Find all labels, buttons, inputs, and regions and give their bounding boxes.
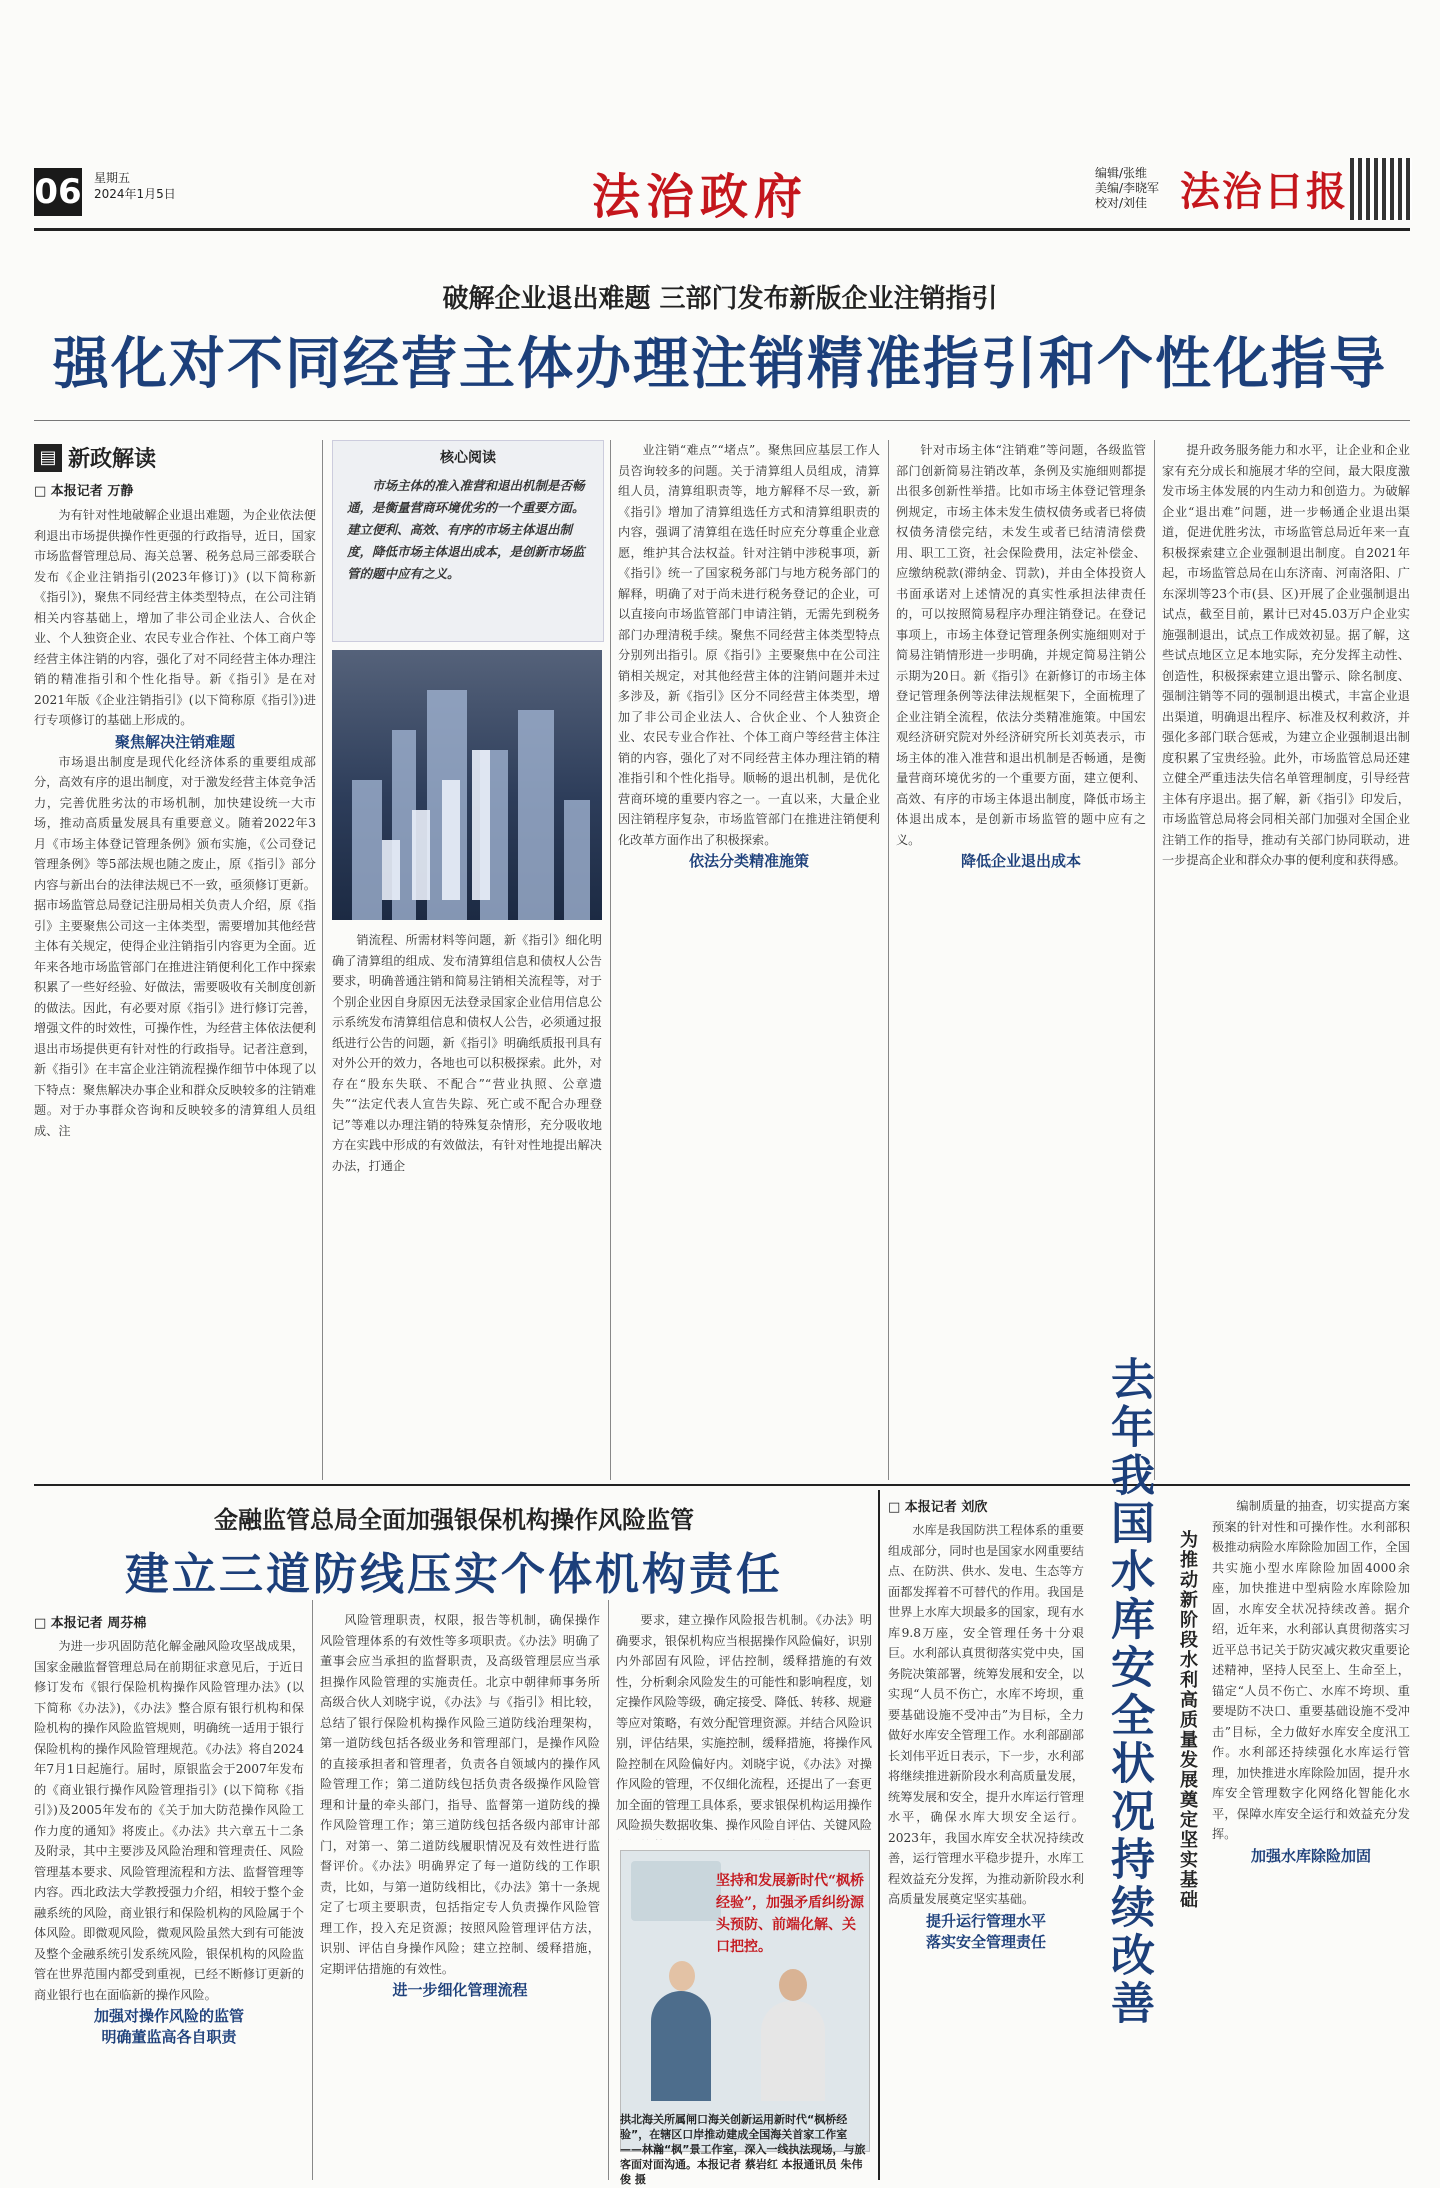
column-divider <box>1154 440 1155 1480</box>
divider <box>34 420 1410 421</box>
article2-column-1 <box>34 1636 304 2176</box>
article3-byline: □ 本报记者 刘欣 <box>888 1500 988 1515</box>
article2-byline: □ 本报记者 周芬棉 <box>34 1616 147 1631</box>
article1-column-1 <box>34 505 316 1475</box>
photo-banner: 坚持和发展新时代“枫桥经验”，加强矛盾纠纷源头预防、前端化解、关口把控。 <box>716 1873 865 1955</box>
paragraph: 针对市场主体“注销难”等问题，各级监管部门创新简易注销改革，条例及实施细则都提出很多创新性举措。比如市场主体登记管理条例规定，市场主体未发生债权债务或者已将债权债务清偿完结，未发生或者已结清清偿费用、职工工资，社会保险费用，法定补偿金、应缴纳税款(滞纳金、罚款)，并由全体投资人书面承诺对上述情况的真实性承担法律责任的，可以按照简易程序办理注销登记。在登记事项上，市场主体登记管理条例实施细则对于简易注销情形进一步明确，并规定简易注销公示期为20日。新《指引》在新修订的市场主体登记管理条例等法律法规框架下，全面梳理了企业注销全流程，依法分类精准施策。中国宏观经济研究院对外经济研究所长刘英表示，市场主体的准入准营和退出机制是否畅通，是衡量营商环境优劣的一个重要方面，建立便利、高效、有序的市场主体退出制度，降低市场主体退出成本，是创新市场监管的题中应有之义。 <box>896 443 1146 847</box>
article2-column-3 <box>616 1610 872 1840</box>
paragraph: 提升政务服务能力和水平，让企业和企业家有充分成长和施展才华的空间，最大限度激发市场主体发展的内生动力和创造力。为破解企业“退出难”问题，进一步畅通企业退出渠道，促进优胜劣汰，市场监管总局近年来一直积极探索建立企业强制退出制度。自2021年起，市场监管总局在山东济南、河南洛阳、广东深圳等23个市(县、区)开展了企业强制退出试点，截至目前，累计已对45.03万户企业实施强制退出，试点工作成效初显。据了解，这些试点地区立足本地实际，充分发挥主动性、创造性，积极探索建立退出警示、除名制度、强制注销等不同的强制退出模式，丰富企业退出渠道，明确退出程序、标准及权利救济，并强化多部门联合惩戒，为建立企业强制退出制度积累了宝贵经验。此外，市场监管总局还建立健全严重违法失信名单管理制度，引导经营主体有序退出。据了解，新《指引》印发后，市场监管总局将会同相关部门加强对全国企业注销工作的指导，推动有关部门协同联动，进一步提高企业和群众办事的便利度和获得感。 <box>1162 443 1410 867</box>
column-divider <box>888 440 889 1480</box>
column-divider <box>322 440 323 1480</box>
subhead: 依法分类精准施策 <box>688 852 809 870</box>
section-divider <box>878 1490 880 2180</box>
article2-headline: 建立三道防线压实个体机构责任 <box>125 1549 783 1600</box>
page-number: 06 <box>34 168 82 216</box>
column-divider <box>608 1600 609 2180</box>
subhead: 落实安全管理责任 <box>925 1932 1046 1951</box>
photo-caption: 拱北海关所属闸口海关创新运用新时代“枫桥经验”，在辖区口岸推动建成全国海关首家工作室——林瀚“枫”景工作室，深入一线执法现场，与旅客面对面沟通。本报记者 蔡岩红 本报通讯员 朱伟俊 摄 <box>620 2113 866 2186</box>
editor-line: 美编/李晓军 <box>1095 181 1160 195</box>
editor-credits <box>1095 166 1159 211</box>
column-tag-label: 新政解读 <box>68 447 157 472</box>
subhead: 明确董监高各自职责 <box>101 2028 237 2046</box>
paragraph: 要求，建立操作风险报告机制。《办法》明确要求，银保机构应当根据操作风险偏好，识别内外部固有风险，评估控制，缓释措施的有效性，分析剩余风险发生的可能性和影响程度，划定操作风险等级，确定接受、降低、转移、规避等应对策略，有效分配管理资源。并结合风险识别，评估结果，实施控制，缓释措施，将操作风险控制在风险偏好内。刘晓宇说，《办法》对操作风险的管理，不仅细化流程，还提出了一套更加全面的管理工具体系，要求银保机构运用操作风险损失数据收集、操作风险自评估、关键风险 <box>616 1613 872 1832</box>
subhead: 降低企业退出成本 <box>960 852 1081 870</box>
subhead: 加强水库除险加固 <box>1250 1846 1371 1865</box>
article3-headline: 去年我国水库安全状况持续改善 <box>1103 1356 1154 2028</box>
date-text: 2024年1月5日 <box>94 187 176 201</box>
column-tag <box>34 442 156 473</box>
paragraph: 销流程、所需材料等问题，新《指引》细化明确了清算组的组成、发布清算组信息和债权人公告要求，明确普通注销和简易注销相关流程等，对于个别企业因自身原因无法登录国家企业信用信息公示系统发布清算组信息和债权人公告，必须通过报纸进行公告的问题，新《指引》明确纸质报刊具有对外公开的效力，各地也可以积极探索。此外，对存在“股东失联、不配合”“营业执照、公章遗失”“法定代表人宣告失踪、死亡或不配合办理登记”等难以办理注销的特殊复杂情形，充分吸收地方在实践中形成的有效做法，有针对性地提出解决办法，打通企 <box>332 933 602 1173</box>
editor-line: 编辑/张维 <box>1095 166 1148 180</box>
article3-column-1 <box>888 1520 1084 2176</box>
column-divider <box>312 1600 313 2180</box>
article1-column-3 <box>618 440 880 1475</box>
section-rule <box>34 1484 1410 1486</box>
subhead: 提升运行管理水平 <box>925 1911 1046 1930</box>
article1-column-2 <box>332 930 602 1475</box>
article1-column-4 <box>896 440 1146 1475</box>
paper-logo: 法治日报 <box>1180 168 1348 215</box>
paragraph: 为进一步巩固防范化解金融风险攻坚战成果，国家金融监督管理总局在前期征求意见后，于近日修订发布《银行保险机构操作风险管理办法》(以下简称《办法》)，《办法》整合原有银行机构和保险机构的操作风险监管规则，明确统一适用于银行保险机构的操作风险管理规范。《办法》将自2024年7月1日起施行。届时，原银监会于2007年发布的《商业银行操作风险管理指引》(以下简称《指引》)及2005年发布的《关于加大防范操作风险工作力度的通知》将废止。《办法》共六章五十二条及附录，其中主要涉及风险治理和管理责任、风险管理基本要求、风险管理流程和方法、监督管理等内容。西北政法大学教授强力介绍，相较于整个金融系统的风险，商业银行和保险机构的风险属于个体风险。即微观风险，微观风险虽然大到有可能波及整个金融系统引发系统风险，银保机构的风险监管在世界范围内都受到重视，已经不断修订更新的商业银行也在面临新的操作风险。 <box>34 1639 304 2002</box>
article3-subhead: 为推动新阶段水利高质量发展奠定坚实基础 <box>1177 1530 1198 1910</box>
article1-headline: 强化对不同经营主体办理注销精准指引和个性化指导 <box>53 331 1387 397</box>
subhead: 加强对操作风险的监管 <box>93 2007 244 2025</box>
article1-byline: □ 本报记者 万静 <box>34 484 134 499</box>
section-title: 法治政府 <box>591 169 808 225</box>
masthead-rule <box>34 228 1410 231</box>
column-divider <box>610 440 611 1480</box>
weekday: 星期五 <box>94 171 131 185</box>
subhead: 聚焦解决注销难题 <box>114 732 235 751</box>
core-reading-label: 核心阅读 <box>440 450 496 466</box>
paragraph: 水库是我国防洪工程体系的重要组成部分，同时也是国家水网重要结点、在防洪、供水、发电、生态等方面都发挥着不可替代的作用。我国是世界上水库大坝最多的国家，现有水库9.8万座，安全管理任务十分艰巨。水利部认真贯彻落实党中央，国务院决策部署，统筹发展和安全，以实现“人员不伤亡，水库不垮坝，重要基础设施不受冲击”为目标，全力做好水库安全管理工作。水利部副部长刘伟平近日表示，下一步，水利部将继续推进新阶段水利高质量发展，统筹发展和安全，提升水库运行管理水平，确保水库大坝安全运行。2023年，我国水库安全状况持续改善，运行管理水平稳步提升，水库工程效益充分发挥，为推动新阶段水利高质量发展奠定坚实基础。 <box>888 1523 1084 1906</box>
article3-column-2 <box>1212 1496 1410 2176</box>
paragraph: 编制质量的抽查，切实提高方案预案的针对性和可操作性。水利部积极推动病险水库除险加固工作，全国共实施小型水库除险加固4000余座，加快推进中型病险水库除险加固，水库安全状况持续改善。据介绍，近年来，水利部认真贯彻落实习近平总书记关于防灾减灾救灾重要论述精神，坚持人民至上、生命至上，锚定“人员不伤亡、水库不垮坝、重要堤防不决口、重要基础设施不受冲击”目标，全力做好水库安全度汛工作。水利部还持续强化水库运行管理，加快推进水库除险加固，提升水库安全管理数字化网络化智能化水平，保障水库安全运行和效益充分发挥。 <box>1212 1499 1410 1841</box>
article2-column-2 <box>320 1610 600 2176</box>
qr-code-icon <box>1350 158 1412 220</box>
paragraph: 市场退出制度是现代化经济体系的重要组成部分，高效有序的退出制度，对于激发经营主体竞争活力，完善优胜劣汰的市场机制，加快建设统一大市场，推动高质量发展具有重要意义。随着2022年3月《市场主体登记管理条例》颁布实施，《公司登记管理条例》等5部法规也随之废止，原《指引》部分内容与新出台的法律法规已不一致，亟须修订更新。据市场监管总局登记注册局相关负责人介绍，原《指引》主要聚焦公司这一主体类型，需要增加其他经营主体有关规定，使得企业注销指引内容更为全面。近年来各地市场监管部门在推进注销便利化工作中探索积累了一些好经验、好做法，需要吸收有关制度创新的做法。因此，有必要对原《指引》进行修订完善，增强文件的时效性，可操作性，为经营主体依法便利退出市场提供更有针对性的行政指导。记者注意到，新《指引》在丰富企业注销流程操作细节中体现了以下特点：聚焦解决办事企业和群众反映较多的注销难题。对于办事群众咨询和反映较多的清算组人员组成、注 <box>34 754 316 1138</box>
city-illustration <box>332 650 602 920</box>
paragraph: 为有针对性地破解企业退出难题，为企业依法便利退出市场提供操作性更强的行政指导，近日，国家市场监督管理总局、海关总署、税务总局三部委联合发布《企业注销指引(2023年修订)》(以下简称新《指引》)，聚焦不同经营主体类型特点，在公司注销相关内容基础上，增加了非公司企业法人、合伙企业、个人独资企业、农民专业合作社、个体工商户等经营主体注销的内容，强化了对不同经营主体办理注销的精准指引和个性化指导。新《指引》是在对2021年版《企业注销指引》(以下简称原《指引》)进行专项修订的基础上形成的。 <box>34 508 316 727</box>
paragraph: 风险管理职责，权限，报告等机制，确保操作风险管理体系的有效性等多项职责。《办法》明确了董事会应当承担的监督职责，及高级管理层应当承担操作风险管理的实施责任。北京中朝律师事务所高级合伙人刘晓宇说，《办法》与《指引》相比较，总结了银行保险机构操作风险三道防线治理架构，第一道防线包括各级业务和管理部门，是操作风险的直接承担者和管理者，负责各自领域内的操作风险管理工作；第二道防线包括负责各级操作风险管理和计量的牵头部门，指导、监督第一道防线的操作风险管理工作；第三道防线包括各级内部审计部门，对第一、第二道防线履职情况及有效性进行监督评价。《办法》明确界定了每一道防线的工作职责，比如，与第一道防线相比，《办法》第十一条规定了七项主要职责，包括指定专人负责操作风险管理工作，投入充足资源；按照风险管理评估方法，识别、评估自身操作风险；建立控制、缓释措施，定期评估措施的有效性。 <box>320 1613 600 1976</box>
article1-column-5 <box>1162 440 1410 1475</box>
paragraph: 业注销“难点”“堵点”。聚焦回应基层工作人员咨询较多的问题。关于清算组人员组成，清算组人员，清算组职责等，地方解释不尽一致，新《指引》增加了清算组选任方式和清算组职责的内容，强调了清算组在选任时应充分尊重企业意愿，维护其合法权益。针对注销中涉税事项，新《指引》统一了国家税务部门与地方税务部门的解释，明确了对于尚未进行税务登记的企业，可以直接向市场监管部门申请注销，无需先到税务部门办理清税手续。聚焦不同经营主体类型特点分别列出指引。原《指引》主要聚焦中在公司注销相关规定，对其他经营主体的注销问题并未过多涉及，新《指引》区分不同经营主体类型，增加了非公司企业法人、合伙企业、个人独资企业、农民专业合作社、个体工商户等经营主体注销的内容，强化了对不同经营主体办理注销的精准指引和个性化指导。顺畅的退出机制，是优化营商环境的重要内容之一。一直以来，大量企业因注销程序复杂，市场监管部门在推进注销便利化改革方面作出了积极探索。 <box>618 443 880 847</box>
article2-kicker: 金融监管总局全面加强银保机构操作风险监管 <box>214 1505 694 1534</box>
editor-line: 校对/刘佳 <box>1095 196 1148 210</box>
document-icon: ▤ <box>34 444 62 472</box>
issue-date <box>94 170 176 202</box>
article1-kicker: 破解企业退出难题 三部门发布新版企业注销指引 <box>442 284 998 314</box>
core-reading-box <box>332 440 604 642</box>
core-reading-text: 市场主体的准入准营和退出机制是否畅通，是衡量营商环境优劣的一个重要方面。建立便利、高效、有序的市场主体退出制度，降低市场主体退出成本，是创新市场监管的题中应有之义。 <box>347 478 585 581</box>
subhead: 进一步细化管理流程 <box>392 1981 528 1999</box>
